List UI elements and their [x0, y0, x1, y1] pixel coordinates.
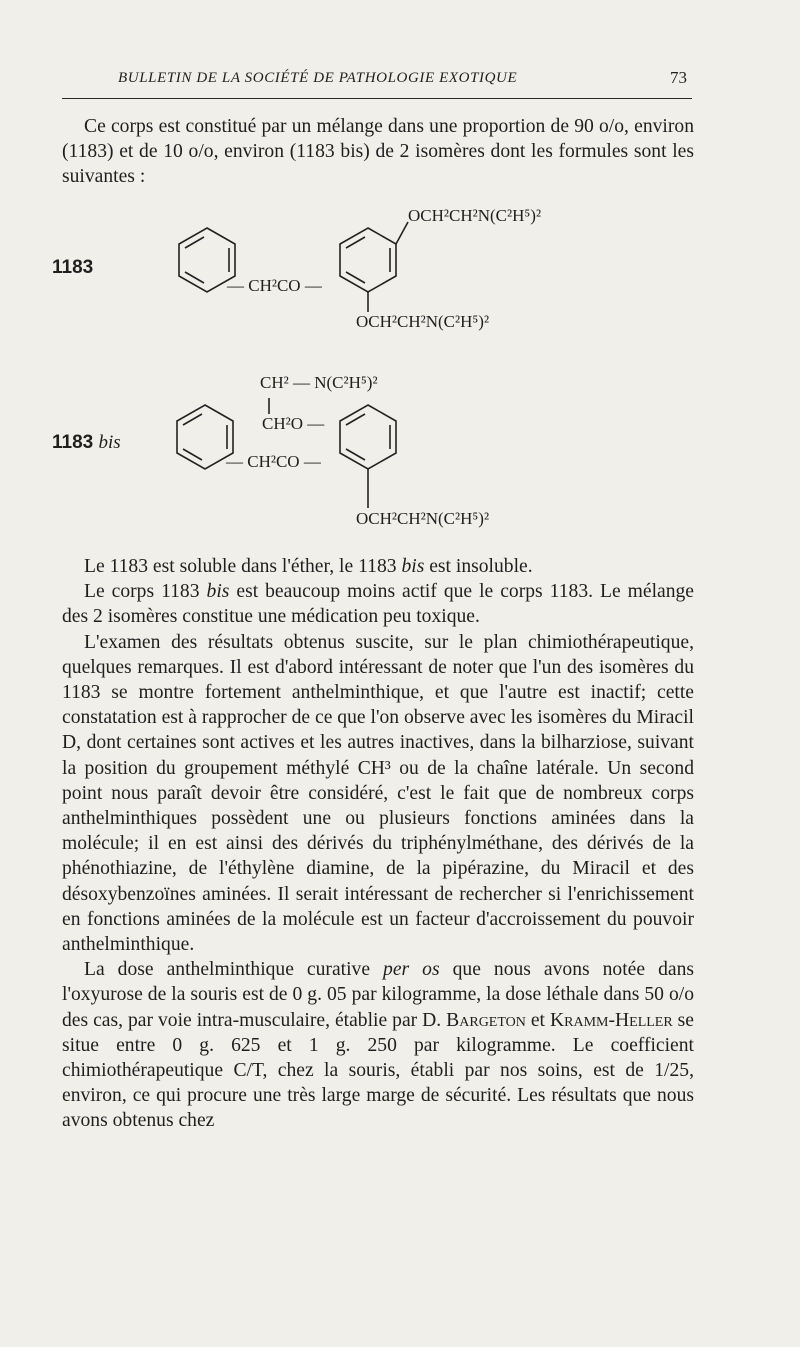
body-text	[62, 554, 694, 1134]
benzene-ring-1183bis-right	[340, 405, 396, 469]
author-name: D. Bargeton	[422, 1009, 526, 1031]
benzene-ring-1183bis-left	[177, 405, 233, 469]
chain-top-1183bis: CH² — N(C²H⁵)²	[260, 373, 378, 392]
bridge-1183: — CH²CO —	[227, 276, 322, 295]
paragraph-activity: Le corps 1183 bis est beaucoup moins actif que le corps 1183. Le mélange des 2 isomères constitue une médication peu toxique.	[62, 581, 695, 628]
paragraph-solubility: Le 1183 est soluble dans l'éther, le 1183 bis est insoluble.	[84, 556, 533, 577]
bond-upper-1183	[396, 222, 408, 244]
chain-bottom-1183bis: OCH²CH²N(C²H⁵)²	[356, 509, 490, 528]
running-title: BULLETIN DE LA SOCIÉTÉ DE PATHOLOGIE EXOTIQUE	[118, 70, 518, 86]
bridge-1183bis: — CH²CO —	[226, 452, 321, 471]
compound-label-1183: 1183	[52, 257, 94, 278]
compound-label-1183bis: 1183 bis	[52, 432, 121, 453]
paragraph-dose: La dose anthelminthique curative per os que nous avons notée dans l'oxyurose de la souris est de 0 g. 05 par kilogramme, la dose léthale dans 50 o/o des cas, par voie intra-musculaire, établie par D. Bargeton et Kramm-Heller se situe entre 0 g. 625 et 1 g. 250 par kilogramme. Le coefficient chimiothérapeutique C/T, chez la souris, établi par nos soins, est de 1/25, environ, ce qui procure une très large marge de sécurité. Les résultats que nous avons obtenus chez	[62, 959, 695, 1132]
intro-paragraph: Ce corps est constitué par un mélange dans une proportion de 90 o/o, environ (1183) et de 10 o/o, environ (1183 bis) de 2 isomères dont les formules sont les suivantes :	[62, 116, 694, 188]
chain-bottom-1183: OCH²CH²N(C²H⁵)²	[356, 312, 490, 331]
author-name: Kramm-Heller	[549, 1009, 673, 1031]
paragraph-remarks: L'examen des résultats obtenus suscite, sur le plan chimiothérapeutique, quelques remarques. Il est d'abord intéressant de noter que l'un des isomères du 1183 se montre fortement anthelminthique, et que l'autre est inactif; cette constatation est à rapprocher de ce que l'on observe avec les isomères du Miracil D, dont certaines sont actives et les autres inactives, dans la bilharziose, suivant la position du groupement méthylé CH³ ou de la chaîne latérale. Un second point nous paraît devoir être considéré, c'est le fait que de nombreux corps anthelminthiques possèdent une ou plusieurs fonctions aminées dans la molécule; il en est ainsi des dérivés du triphénylméthane, des dérivés de la phénothiazine, de l'éthylène diamine, de la pipérazine, du Miracil et des désoxybenzoïnes aminées. Il serait intéressant de rechercher si l'enrichissement en fonctions aminées de la molécule est un facteur d'accroissement du pouvoir anthelminthique.	[62, 631, 694, 956]
chain-top-1183: OCH²CH²N(C²H⁵)²	[408, 206, 542, 225]
benzene-ring-1183-right	[340, 228, 396, 292]
chain-mid-1183bis: CH²O —	[262, 414, 325, 433]
structural-formulas	[0, 0, 800, 560]
page-number: 73	[670, 68, 687, 87]
